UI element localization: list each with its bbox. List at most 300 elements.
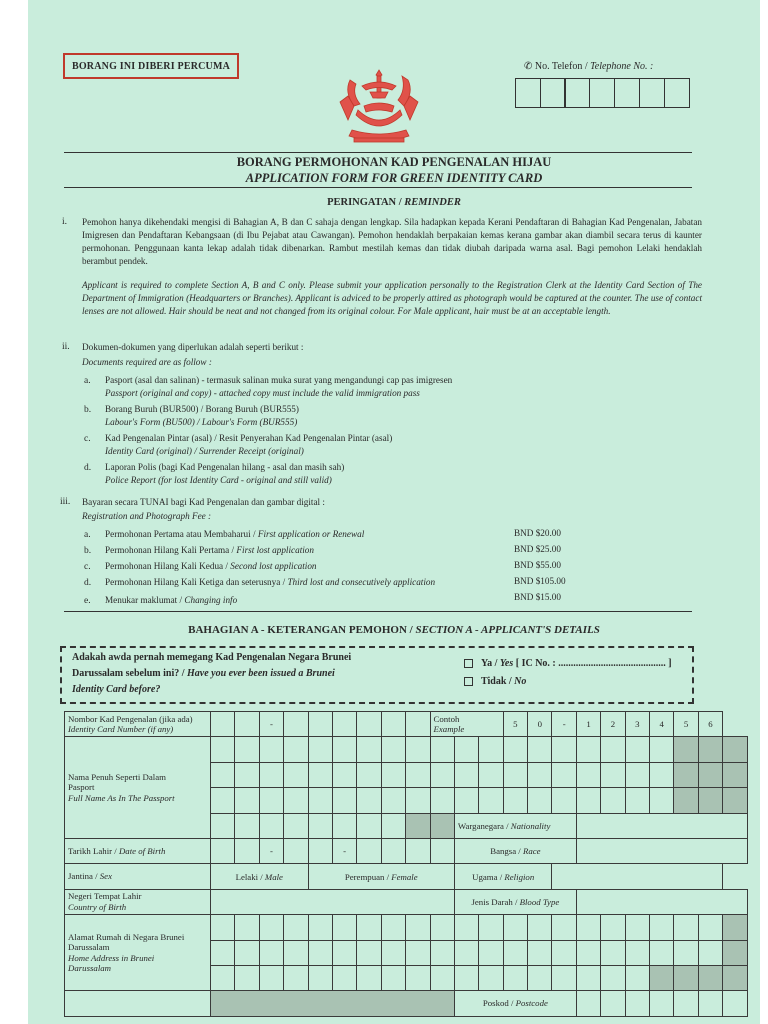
- dob-digit-cell[interactable]: [381, 838, 405, 863]
- name-char-cell[interactable]: [454, 788, 478, 813]
- name-char-cell[interactable]: [479, 788, 503, 813]
- fee-item-price: BND $15.00: [514, 592, 561, 602]
- shaded-cell: [698, 737, 722, 762]
- name-char-cell[interactable]: [625, 762, 649, 787]
- address-char-cell[interactable]: [576, 940, 600, 965]
- address-char-cell[interactable]: [430, 940, 454, 965]
- address-char-cell[interactable]: [259, 915, 283, 940]
- doc-item-letter: c.: [84, 434, 91, 444]
- address-char-cell[interactable]: [381, 940, 405, 965]
- address-char-cell[interactable]: [674, 940, 698, 965]
- address-char-cell[interactable]: [698, 915, 722, 940]
- telephone-label-en: Telephone No. :: [590, 61, 654, 72]
- address-char-cell[interactable]: [308, 915, 332, 940]
- address-char-cell[interactable]: [259, 940, 283, 965]
- address-char-cell[interactable]: [552, 965, 576, 990]
- question-line-1: Adakah awda pernah memegang Kad Pengenalan Negara Brunei: [72, 652, 352, 663]
- female-en: Female: [391, 871, 418, 882]
- address-en-2: Darussalam: [68, 963, 112, 974]
- form-title-malay: BORANG PERMOHONAN KAD PENGENALAN HIJAU: [236, 155, 552, 169]
- reminder-ms: PERINGATAN /: [327, 197, 405, 208]
- doc-item-letter: a.: [84, 376, 91, 386]
- example-digit: 0: [528, 712, 552, 737]
- doc-item-letter: b.: [84, 405, 92, 415]
- name-char-cell[interactable]: [308, 737, 332, 762]
- section-a-title-en: SECTION A - APPLICANT'S DETAILS: [415, 624, 600, 636]
- shaded-cell: [723, 940, 747, 965]
- address-char-cell[interactable]: [552, 915, 576, 940]
- address-char-cell[interactable]: [406, 965, 430, 990]
- address-char-cell[interactable]: [625, 965, 649, 990]
- dob-race-row: [65, 838, 748, 863]
- name-char-cell[interactable]: [552, 762, 576, 787]
- birthplace-ms: Negeri Tempat Lahir: [68, 891, 142, 902]
- example-en: Example: [433, 724, 465, 735]
- fee-item-english: Second lost application: [230, 561, 317, 571]
- address-char-cell[interactable]: [650, 940, 674, 965]
- dob-digit-cell[interactable]: [235, 838, 259, 863]
- name-char-cell[interactable]: [381, 813, 405, 838]
- name-char-cell[interactable]: [601, 788, 625, 813]
- name-char-cell[interactable]: [601, 762, 625, 787]
- name-char-cell[interactable]: [479, 762, 503, 787]
- section-iii-heading-english: Registration and Photograph Fee :: [82, 511, 212, 521]
- sex-label: [65, 864, 211, 889]
- name-char-cell[interactable]: [406, 762, 430, 787]
- fee-item-label: [105, 576, 435, 588]
- name-char-cell[interactable]: [332, 762, 356, 787]
- name-char-cell[interactable]: [332, 813, 356, 838]
- example-digit: 1: [576, 712, 600, 737]
- postcode-char-cell[interactable]: [674, 991, 698, 1016]
- postcode-char-cell[interactable]: [698, 991, 722, 1016]
- name-char-cell[interactable]: [308, 813, 332, 838]
- address-char-cell[interactable]: [381, 965, 405, 990]
- no-option[interactable]: [464, 676, 526, 687]
- address-char-cell[interactable]: [479, 940, 503, 965]
- fee-item-english: First application or Renewal: [257, 529, 365, 539]
- doc-item-malay: Laporan Polis (bagi Kad Pengenalan hilang - asal dan masih sah): [105, 462, 345, 472]
- shaded-cell: [211, 991, 455, 1016]
- nationality-en: Nationality: [510, 820, 551, 831]
- address-char-cell[interactable]: [235, 965, 259, 990]
- section-i-number: i.: [62, 217, 68, 227]
- address-char-cell[interactable]: [601, 915, 625, 940]
- name-char-cell[interactable]: [357, 737, 381, 762]
- name-char-cell[interactable]: [528, 788, 552, 813]
- fee-item-malay: Permohonan Hilang Kali Kedua /: [105, 561, 231, 571]
- address-char-cell[interactable]: [601, 965, 625, 990]
- address-char-cell[interactable]: [454, 915, 478, 940]
- dob-digit-cell[interactable]: [430, 838, 454, 863]
- male-option[interactable]: [211, 864, 309, 889]
- name-char-cell[interactable]: [308, 762, 332, 787]
- section-a-title-ms: BAHAGIAN A - KETERANGAN PEMOHON /: [188, 624, 416, 636]
- question-en: Have you ever been issued a Brunei: [187, 668, 335, 679]
- name-ms-2: Pasport: [68, 782, 95, 793]
- doc-item-english: Identity Card (original) / Surrender Receipt (original): [105, 446, 304, 456]
- question-ms: Darussalam sebelum ini? /: [72, 668, 188, 679]
- name-char-cell[interactable]: [357, 788, 381, 813]
- name-char-cell[interactable]: [211, 813, 235, 838]
- address-char-cell[interactable]: [625, 915, 649, 940]
- female-option[interactable]: [308, 864, 454, 889]
- address-char-cell[interactable]: [552, 940, 576, 965]
- address-char-cell[interactable]: [674, 915, 698, 940]
- address-char-cell[interactable]: [454, 940, 478, 965]
- ic-dash: -: [259, 712, 283, 737]
- name-char-cell[interactable]: [576, 788, 600, 813]
- name-en: Full Name As In The Passport: [68, 792, 175, 803]
- section-a-rule: [64, 611, 692, 612]
- postcode-label: [454, 991, 576, 1016]
- form-page: [28, 0, 760, 1024]
- name-char-cell[interactable]: [235, 813, 259, 838]
- address-char-cell[interactable]: [284, 915, 308, 940]
- example-digit: 3: [625, 712, 649, 737]
- fee-item-label: [105, 594, 237, 606]
- nationality-field[interactable]: [576, 813, 747, 838]
- fee-item-letter: a.: [84, 530, 91, 540]
- dob-dash: -: [259, 838, 283, 863]
- shaded-cell: [650, 965, 674, 990]
- postcode-char-cell[interactable]: [625, 991, 649, 1016]
- address-char-cell[interactable]: [650, 915, 674, 940]
- address-char-cell[interactable]: [235, 940, 259, 965]
- postcode-char-cell[interactable]: [723, 991, 747, 1016]
- sex-en: Sex: [99, 871, 112, 882]
- address-char-cell[interactable]: [406, 915, 430, 940]
- address-char-cell[interactable]: [357, 915, 381, 940]
- shaded-cell: [674, 788, 698, 813]
- ic-digit-cell[interactable]: [235, 712, 259, 737]
- name-char-cell[interactable]: [430, 737, 454, 762]
- dob-digit-cell[interactable]: [211, 838, 235, 863]
- address-char-cell[interactable]: [284, 940, 308, 965]
- name-char-cell[interactable]: [601, 737, 625, 762]
- name-char-cell[interactable]: [332, 737, 356, 762]
- address-char-cell[interactable]: [454, 965, 478, 990]
- name-char-cell[interactable]: [576, 762, 600, 787]
- ic-label-ms: Nombor Kad Pengenalan (jika ada): [68, 713, 193, 724]
- ic-digit-cell[interactable]: [332, 712, 356, 737]
- nationality-ms: Warganegara /: [457, 820, 511, 831]
- address-char-cell[interactable]: [576, 915, 600, 940]
- name-char-cell[interactable]: [259, 813, 283, 838]
- address-char-cell[interactable]: [430, 915, 454, 940]
- example-digit: 5: [503, 712, 527, 737]
- religion-ms: Ugama /: [472, 871, 505, 882]
- fee-item-malay: Menukar maklumat /: [105, 595, 185, 605]
- doc-item-english: Passport (original and copy) - attached copy must include the valid immigration pass: [105, 388, 420, 398]
- title-bottom-rule: [64, 187, 692, 188]
- birthplace-en: Country of Birth: [68, 901, 127, 912]
- no-checkbox[interactable]: [464, 677, 473, 686]
- name-char-cell[interactable]: [259, 788, 283, 813]
- address-char-cell[interactable]: [698, 940, 722, 965]
- address-char-cell[interactable]: [211, 965, 235, 990]
- religion-en: Religion: [504, 871, 535, 882]
- phone-icon: ✆: [524, 61, 533, 72]
- free-of-charge-label: BORANG INI DIBERI PERCUMA: [63, 53, 239, 79]
- fee-item-label: [105, 544, 314, 556]
- dob-label: [65, 838, 211, 863]
- address-char-cell[interactable]: [503, 940, 527, 965]
- address-char-cell[interactable]: [503, 965, 527, 990]
- name-char-cell[interactable]: [650, 788, 674, 813]
- address-char-cell[interactable]: [479, 915, 503, 940]
- address-blank: [65, 991, 211, 1016]
- blood-en: Blood Type: [519, 896, 560, 907]
- name-char-cell[interactable]: [430, 762, 454, 787]
- postcode-en: Postcode: [515, 998, 548, 1009]
- name-char-cell[interactable]: [625, 788, 649, 813]
- postcode-char-cell[interactable]: [650, 991, 674, 1016]
- name-char-cell[interactable]: [284, 762, 308, 787]
- name-char-cell[interactable]: [381, 762, 405, 787]
- example-digit: -: [552, 712, 576, 737]
- postcode-char-cell[interactable]: [576, 991, 600, 1016]
- fee-item-english: First lost application: [236, 545, 314, 555]
- male-ms: Lelaki /: [235, 871, 265, 882]
- name-char-cell[interactable]: [357, 813, 381, 838]
- name-char-cell[interactable]: [235, 737, 259, 762]
- address-ms-2: Darussalam: [68, 942, 110, 953]
- name-char-cell[interactable]: [211, 762, 235, 787]
- doc-item-letter: d.: [84, 463, 92, 473]
- address-row-1: [65, 915, 748, 940]
- address-char-cell[interactable]: [332, 965, 356, 990]
- doc-item-malay: Pasport (asal dan salinan) - termasuk salinan muka surat yang mengandungi cap pas imigresen: [105, 375, 453, 385]
- name-char-cell[interactable]: [625, 737, 649, 762]
- fee-item-letter: e.: [84, 596, 91, 606]
- fee-item-label: [105, 528, 364, 540]
- telephone-digit-box[interactable]: [589, 78, 615, 108]
- name-char-cell[interactable]: [552, 788, 576, 813]
- yes-label-ms: Ya /: [481, 658, 500, 669]
- address-char-cell[interactable]: [381, 915, 405, 940]
- ic-digit-cell[interactable]: [308, 712, 332, 737]
- sex-ms: Jantina /: [68, 871, 100, 882]
- section-ii-heading-malay: Dokumen-dokumen yang diperlukan adalah seperti berikut :: [82, 342, 304, 352]
- dob-dash: -: [332, 838, 356, 863]
- name-char-cell[interactable]: [284, 813, 308, 838]
- address-char-cell[interactable]: [357, 940, 381, 965]
- shaded-cell: [723, 915, 747, 940]
- name-char-cell[interactable]: [332, 788, 356, 813]
- dob-ms: Tarikh Lahir /: [68, 845, 119, 856]
- dob-digit-cell[interactable]: [406, 838, 430, 863]
- telephone-input-boxes[interactable]: [516, 78, 690, 108]
- birthplace-field[interactable]: [211, 889, 455, 914]
- address-char-cell[interactable]: [259, 965, 283, 990]
- example-label: [430, 712, 503, 737]
- ic-digit-cell[interactable]: [406, 712, 430, 737]
- reminder-en: REMINDER: [404, 197, 461, 208]
- fee-item-letter: b.: [84, 546, 92, 556]
- section-iii-number: iii.: [60, 497, 71, 507]
- name-char-cell[interactable]: [211, 737, 235, 762]
- name-char-cell[interactable]: [381, 788, 405, 813]
- name-char-cell[interactable]: [552, 737, 576, 762]
- form-title-english: APPLICATION FORM FOR GREEN IDENTITY CARD: [245, 171, 543, 185]
- name-char-cell[interactable]: [259, 762, 283, 787]
- address-char-cell[interactable]: [528, 965, 552, 990]
- shaded-cell: [723, 737, 747, 762]
- male-en: Male: [264, 871, 283, 882]
- address-en-1: Home Address in Brunei: [68, 952, 155, 963]
- name-char-cell[interactable]: [503, 762, 527, 787]
- name-char-cell[interactable]: [308, 788, 332, 813]
- fee-item-price: BND $25.00: [514, 544, 561, 554]
- address-char-cell[interactable]: [528, 915, 552, 940]
- address-char-cell[interactable]: [332, 940, 356, 965]
- fee-item-english: Changing info: [184, 595, 238, 605]
- ic-digit-cell[interactable]: [357, 712, 381, 737]
- section-iii-heading-malay: Bayaran secara TUNAI bagi Kad Pengenalan dan gambar digital :: [82, 497, 325, 507]
- telephone-digit-box[interactable]: [664, 78, 690, 108]
- address-char-cell[interactable]: [503, 915, 527, 940]
- blood-type-label: [454, 889, 576, 914]
- address-char-cell[interactable]: [528, 940, 552, 965]
- shaded-cell: [674, 965, 698, 990]
- postcode-char-cell[interactable]: [601, 991, 625, 1016]
- race-label: [454, 838, 576, 863]
- no-label-ms: Tidak /: [481, 676, 515, 687]
- name-char-cell[interactable]: [357, 762, 381, 787]
- address-char-cell[interactable]: [430, 965, 454, 990]
- name-char-cell[interactable]: [528, 737, 552, 762]
- dob-digit-cell[interactable]: [284, 838, 308, 863]
- previous-ic-question-box: [60, 646, 694, 704]
- address-char-cell[interactable]: [308, 940, 332, 965]
- section-ii-heading-english: Documents required are as follow :: [82, 357, 212, 367]
- home-address-label: [65, 915, 211, 991]
- name-char-cell[interactable]: [406, 737, 430, 762]
- doc-item-malay: Borang Buruh (BUR500) / Borang Buruh (BUR555): [105, 404, 299, 414]
- applicant-details-grid: [64, 711, 748, 1017]
- name-char-cell[interactable]: [284, 788, 308, 813]
- fee-item-english: Third lost and consecutively application: [287, 577, 436, 587]
- address-char-cell[interactable]: [284, 965, 308, 990]
- name-char-cell[interactable]: [235, 762, 259, 787]
- fee-item-letter: d.: [84, 578, 92, 588]
- name-char-cell[interactable]: [381, 737, 405, 762]
- address-char-cell[interactable]: [479, 965, 503, 990]
- section-a-title: [28, 624, 760, 636]
- fee-item-malay: Permohonan Hilang Kali Pertama /: [105, 545, 237, 555]
- telephone-digit-box[interactable]: [614, 78, 640, 108]
- shaded-cell: [698, 965, 722, 990]
- address-char-cell[interactable]: [406, 940, 430, 965]
- name-char-cell[interactable]: [235, 788, 259, 813]
- fee-item-malay: Permohonan Pertama atau Membaharui /: [105, 529, 258, 539]
- section-ii-number: ii.: [62, 342, 70, 352]
- telephone-digit-box[interactable]: [540, 78, 566, 108]
- national-crest-icon: [332, 66, 426, 148]
- ic-digit-cell[interactable]: [381, 712, 405, 737]
- telephone-label: [524, 61, 653, 72]
- name-char-cell[interactable]: [430, 788, 454, 813]
- ic-digit-cell[interactable]: [211, 712, 235, 737]
- title-top-rule: [64, 152, 692, 153]
- name-char-cell[interactable]: [503, 737, 527, 762]
- address-char-cell[interactable]: [625, 940, 649, 965]
- ic-label-en: Identity Card Number (if any): [68, 724, 174, 735]
- name-char-cell[interactable]: [406, 788, 430, 813]
- ic-number-field[interactable]: [ IC No. : ........................................... ]: [513, 658, 672, 669]
- address-char-cell[interactable]: [332, 915, 356, 940]
- race-field[interactable]: [576, 838, 747, 863]
- telephone-digit-box[interactable]: [639, 78, 665, 108]
- ic-digit-cell[interactable]: [284, 712, 308, 737]
- sex-religion-row: [65, 864, 748, 889]
- example-digit: 6: [698, 712, 722, 737]
- name-char-cell[interactable]: [284, 737, 308, 762]
- postcode-row: [65, 991, 748, 1016]
- name-char-cell[interactable]: [503, 788, 527, 813]
- dob-digit-cell[interactable]: [357, 838, 381, 863]
- reminder-heading: [28, 197, 760, 208]
- address-char-cell[interactable]: [357, 965, 381, 990]
- shaded-cell: [430, 813, 454, 838]
- fee-item-malay: Permohonan Hilang Kali Ketiga dan seterusnya /: [105, 577, 288, 587]
- telephone-digit-box[interactable]: [515, 78, 541, 108]
- name-char-cell[interactable]: [259, 737, 283, 762]
- birthplace-blood-row: [65, 889, 748, 914]
- blood-ms: Jenis Darah /: [471, 896, 520, 907]
- address-ms-1: Alamat Rumah di Negara Brunei: [68, 931, 185, 942]
- yes-checkbox[interactable]: [464, 659, 473, 668]
- address-char-cell[interactable]: [235, 915, 259, 940]
- name-row-1: [65, 737, 748, 762]
- dob-digit-cell[interactable]: [308, 838, 332, 863]
- example-digit: 5: [674, 712, 698, 737]
- question-line-3: [72, 684, 160, 695]
- name-char-cell[interactable]: [576, 737, 600, 762]
- name-char-cell[interactable]: [528, 762, 552, 787]
- example-ms: Contoh: [433, 714, 460, 725]
- name-char-cell[interactable]: [479, 737, 503, 762]
- religion-label: [454, 864, 552, 889]
- address-char-cell[interactable]: [211, 940, 235, 965]
- section-i-text-english: Applicant is required to complete Section A, B and C only. Please submit your application personally to the Registration Clerk at the Identity Card Section of The Department of Immigration (Headquarters or Branches). Applicant is adviced to be properly attired as photograph would be captured at the counter. The use of contact lenses are not allowed. Hair should be neat and not changed from its original colour. For Male applicant, hair must be at an acceptable length.: [82, 280, 702, 316]
- address-char-cell[interactable]: [576, 965, 600, 990]
- doc-item-english: Labour's Form (BU500) / Labour's Form (BUR555): [105, 417, 298, 427]
- address-char-cell[interactable]: [601, 940, 625, 965]
- name-char-cell[interactable]: [650, 762, 674, 787]
- religion-field[interactable]: [552, 864, 723, 889]
- question-line-2: [72, 668, 335, 679]
- postcode-ms: Poskod /: [482, 998, 516, 1009]
- telephone-digit-box[interactable]: [564, 78, 590, 108]
- shaded-cell: [674, 762, 698, 787]
- yes-option[interactable]: [464, 658, 672, 669]
- birthplace-label: [65, 889, 211, 914]
- address-char-cell[interactable]: [308, 965, 332, 990]
- address-char-cell[interactable]: [211, 915, 235, 940]
- name-char-cell[interactable]: [650, 737, 674, 762]
- name-char-cell[interactable]: [454, 762, 478, 787]
- shaded-cell: [674, 737, 698, 762]
- blood-type-field[interactable]: [576, 889, 747, 914]
- fee-item-price: BND $20.00: [514, 528, 561, 538]
- name-char-cell[interactable]: [454, 737, 478, 762]
- fee-item-label: [105, 560, 317, 572]
- name-char-cell[interactable]: [211, 788, 235, 813]
- ic-number-row: [65, 712, 748, 737]
- fee-item-price: BND $55.00: [514, 560, 561, 570]
